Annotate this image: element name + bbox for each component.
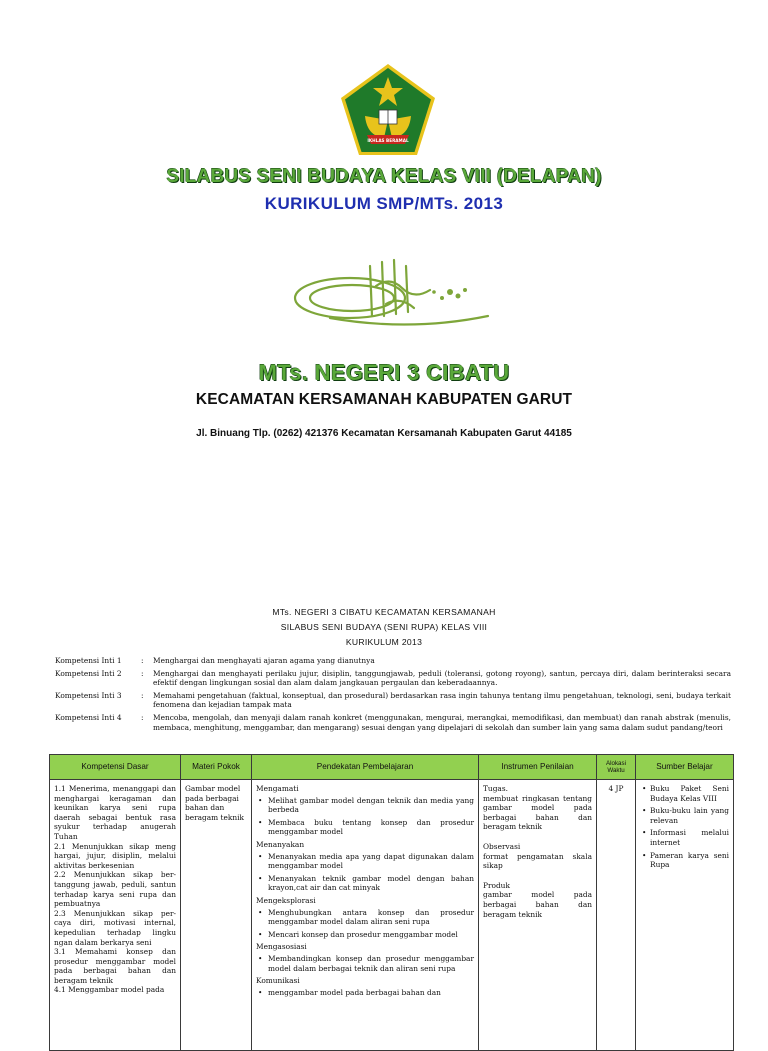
ministry-emblem-icon	[339, 62, 437, 158]
column-header: Sumber Belajar	[636, 755, 734, 780]
approach-item: • Membaca buku tentang konsep dan prosedur menggambar model	[256, 818, 474, 837]
kd-item: 3.1 Memahami konsep dan prosedur menggambar model pada berbagai bahan dan beragam teknik	[54, 947, 176, 985]
approach-heading: Mengeksplorasi	[256, 895, 316, 905]
table-header-row	[50, 755, 734, 780]
instrument-label: Produk	[483, 880, 510, 890]
kd-item: 4.1 Menggambar model pada	[54, 985, 165, 995]
source-item: • Pameran karya seni Rupa	[640, 851, 729, 870]
column-header: Materi Pokok	[181, 755, 252, 780]
kd-item: 2.2 Menunjukkan sikap ber- tanggung jawab, peduli, santun terhadap karya seni rupa dan pembuatnya	[54, 870, 176, 909]
heading-line: KURIKULUM 2013	[345, 637, 423, 647]
instrument-text: gambar model pada berbagai bahan dan beragam teknik	[483, 890, 592, 919]
kompetensi-inti-row: Kompetensi Inti 1 : Menghargai dan menghayati ajaran agama yang dianutnya	[55, 656, 375, 665]
column-header: Alokasi Waktu	[597, 755, 636, 780]
district-name: KECAMATAN KERSAMANAH KABUPATEN GARUT	[195, 391, 573, 408]
kd-item: 1.1 Menerima, menanggapi dan menghargai keragaman dan keunikan karya seni rupa daerah sebagai bentuk rasa syukur terhadap anugerah Tuhan	[54, 784, 176, 841]
kd-item: 2.3 Menunjukkan sikap per- caya diri, motivasi internal, kepedulian terhadap lingku ngan dalam berkarya seni	[54, 908, 176, 947]
approach-item: • menggambar model pada berbagai bahan dan	[256, 988, 474, 998]
svg-text:IKHLAS BERAMAL: IKHLAS BERAMAL	[367, 138, 409, 143]
school-name: MTs. NEGERI 3 CIBATU	[258, 360, 510, 385]
approach-item: • Mencari konsep dan prosedur menggambar model	[256, 930, 474, 940]
heading-line: MTs. NEGERI 3 CIBATU KECAMATAN KERSAMANAH	[272, 607, 496, 617]
column-header: Kompetensi Dasar	[50, 755, 181, 780]
approach-item: • Membandingkan konsep dan prosedur menggambar model dalam berbagai teknik dan aliran seni rupa	[256, 954, 474, 973]
kompetensi-inti-row: Kompetensi Inti 2 : Menghargai dan menghayati perilaku jujur, disiplin, tanggungjawab, peduli (toleransi, gotong royong), santun, percaya diri, dalam berinteraksi secara efektif dengan lingkungan sosial dan alam dalam jangkauan pergaulan dan keberadaannya.	[55, 668, 731, 688]
instrumen-cell	[479, 780, 597, 1051]
approach-item: • Melihat gambar model dengan teknik dan media yang berbeda	[256, 796, 474, 815]
arabic-calligraphy-icon	[290, 256, 490, 336]
approach-heading: Menanyakan	[256, 839, 305, 849]
approach-heading: Mengasosiasi	[256, 942, 307, 952]
approach-heading: Mengamati	[256, 784, 299, 793]
column-header: Pendekatan Pembelajaran	[252, 755, 479, 780]
school-address: Jl. Binuang Tlp. (0262) 421376 Kecamatan Kersamanah Kabupaten Garut 44185	[196, 428, 572, 439]
kompetensi-dasar-cell	[50, 780, 181, 1051]
source-item: • Buku Paket Seni Budaya Kelas VIII	[640, 784, 729, 803]
syllabus-heading	[0, 605, 768, 650]
curriculum-subtitle: KURIKULUM SMP/MTs. 2013	[264, 194, 504, 213]
source-item: • Buku-buku lain yang relevan	[640, 806, 729, 825]
source-item: • Informasi melalui internet	[640, 828, 729, 847]
alokasi-waktu-cell: 4 JP	[597, 780, 636, 1051]
approach-item: • Menanyakan media apa yang dapat digunakan dalam menggambar model	[256, 852, 474, 871]
syllabus-title: SILABUS SENI BUDAYA KELAS VIII (DELAPAN)	[166, 166, 602, 187]
column-header: Instrumen Penilaian	[479, 755, 597, 780]
instrument-text: membuat ringkasan tentang gambar model pada berbagai bahan dan beragam teknik	[483, 793, 592, 832]
materi-pokok-cell: Gambar model pada berbagai bahan dan beragam teknik	[181, 780, 252, 1051]
sumber-belajar-cell	[636, 780, 734, 1051]
kompetensi-inti-list	[55, 656, 731, 735]
pendekatan-cell	[252, 780, 479, 1051]
kompetensi-inti-row: Kompetensi Inti 4 : Mencoba, mengolah, dan menyaji dalam ranah konkret (menggunakan, mengurai, merangkai, memodifikasi, dan membuat) dan ranah abstrak (menulis, membaca, menghitung, menggambar, dan mengarang) sesuai dengan yang dipelajari di sekolah dan sumber lain yang sama dalam sudut pandang/teori	[55, 712, 731, 732]
syllabus-table	[49, 754, 734, 1051]
approach-item: • Menghubungkan antara konsep dan prosedur menggambar model dalam aliran seni rupa	[256, 908, 474, 927]
instrument-label: Observasi	[483, 841, 521, 851]
instrument-text: format pengamatan skala sikap	[483, 851, 592, 871]
kompetensi-inti-row: Kompetensi Inti 3 : Memahami pengetahuan (faktual, konseptual, dan prosedural) berdasarkan rasa ingin tahunya tentang ilmu pengetahuan, teknologi, seni, budaya terkait fenomena dan kejadian tampak mata	[55, 690, 731, 710]
instrument-label: Tugas.	[483, 784, 508, 793]
kd-item: 2.1 Menunjukkan sikap meng hargai, jujur, disiplin, melalui aktivitas berkesenian	[54, 841, 176, 870]
table-row	[50, 780, 734, 1051]
heading-line: SILABUS SENI BUDAYA (SENI RUPA) KELAS VIII	[280, 622, 488, 632]
approach-heading: Komunikasi	[256, 976, 300, 986]
approach-item: • Menanyakan teknik gambar model dengan bahan krayon,cat air dan cat minyak	[256, 874, 474, 893]
